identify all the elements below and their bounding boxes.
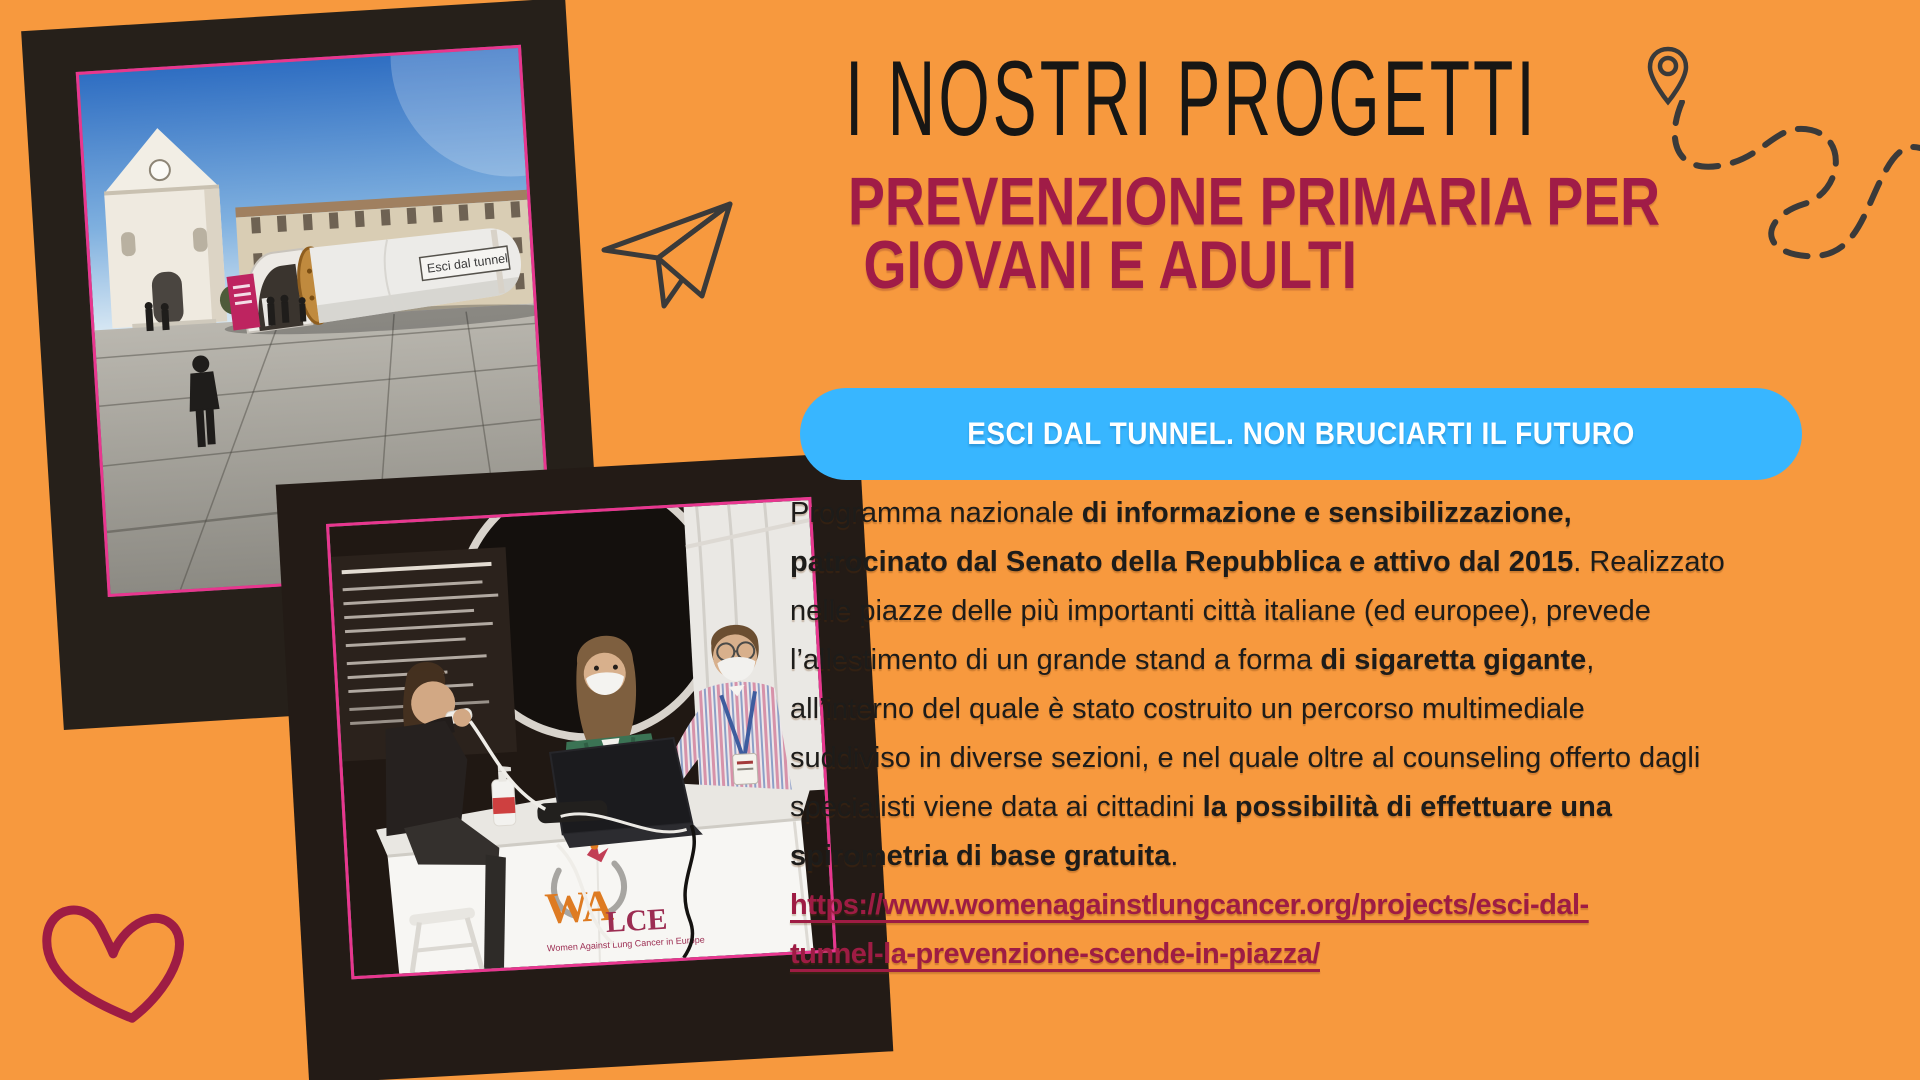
logo-tagline: Women Against Lung Cancer in Europe bbox=[546, 934, 705, 954]
logo-wa: WA bbox=[543, 880, 613, 934]
subtitle-line-2: GIOVANI E ADULTI bbox=[863, 227, 1358, 304]
paper-plane-icon bbox=[598, 192, 738, 314]
spirometer-device bbox=[537, 800, 608, 824]
page-title bbox=[845, 36, 1605, 156]
page-subtitle bbox=[848, 164, 1748, 310]
photo-spirometry-counter bbox=[326, 497, 837, 979]
logo-lce: LCE bbox=[604, 902, 669, 940]
cigarette-label: Esci dal tunnel bbox=[426, 251, 509, 276]
page-title-text: I NOSTRI PROGETTI bbox=[845, 37, 1538, 158]
spirometry-photo-illustration bbox=[329, 500, 833, 976]
subtitle-line-1: PREVENZIONE PRIMARIA PER bbox=[848, 164, 1661, 240]
project-banner bbox=[800, 388, 1802, 480]
location-pin-icon bbox=[1646, 46, 1690, 106]
body-paragraph: Programma nazionale di informazione e sensibilizzazione, patrocinato dal Senato della Repubblica e attivo dal 2015. Realizzato nelle piazze delle più importanti città italiane (ed europee), prevede l’allestimento di un grande stand a forma di sigaretta gigante, all’interno del quale è stato costruito un percorso multimediale suddiviso in diverse sezioni, e nel quale oltre al counseling offerto dagli specialisti viene data ai cittadini la possibilità di effettuare una spirometria di base gratuita. bbox=[790, 497, 1725, 872]
heart-outline-icon bbox=[30, 890, 194, 1034]
body-text-block bbox=[790, 489, 1890, 979]
project-banner-label: ESCI DAL TUNNEL. NON BRUCIARTI IL FUTURO bbox=[967, 416, 1635, 451]
project-link[interactable]: https://www.womenagainstlungcancer.org/projects/esci-dal- tunnel-la-prevenzione-scende-in-piazza/ bbox=[790, 889, 1589, 970]
